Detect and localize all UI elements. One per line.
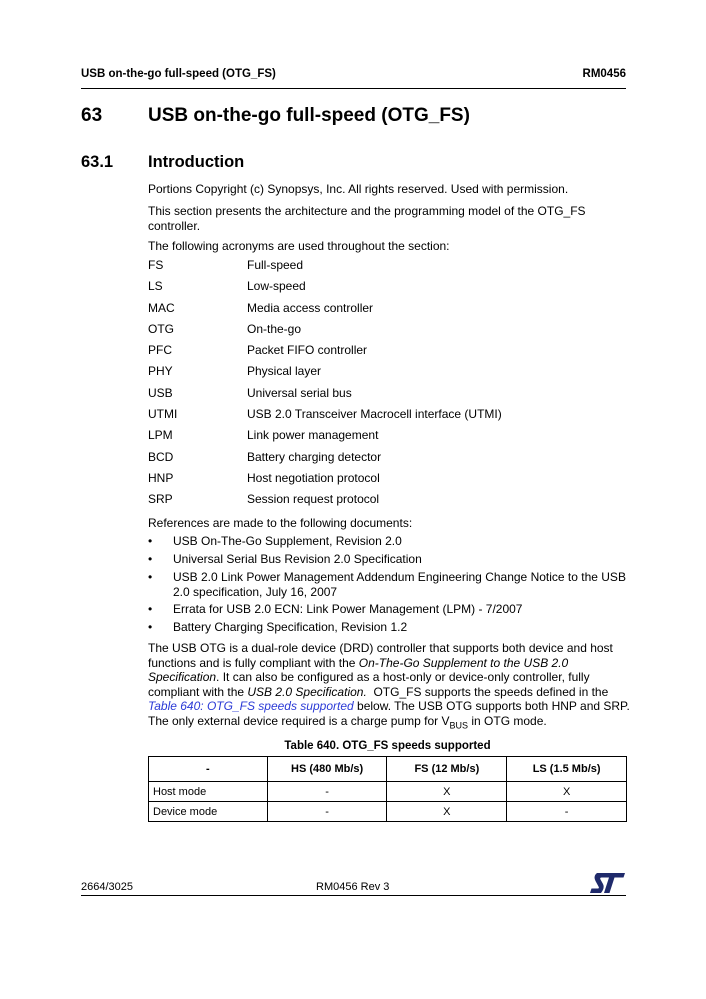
reference-text: USB On-The-Go Supplement, Revision 2.0 [173,534,402,548]
acronym-definition: Low-speed [247,279,306,293]
spec-citation: Specification [148,670,217,684]
references-intro: References are made to the following documents: [148,516,413,530]
intro-paragraph [148,204,630,233]
description-text: in OTG mode. [468,713,547,728]
reference-text: Universal Serial Bus Revision 2.0 Specification [173,552,422,566]
running-header-doc-id: RM0456 [582,68,626,80]
header-divider [81,88,626,89]
acronym-term: HNP [148,471,174,485]
acronym-row [148,428,628,443]
description-line [148,670,630,685]
acronym-definition: Link power management [247,428,379,442]
acronym-term: PFC [148,343,172,357]
acronyms-intro: The following acronyms are used throughout the section: [148,239,450,253]
acronym-term: OTG [148,322,174,336]
acronym-row [148,322,628,337]
acronym-term: SRP [148,492,173,506]
table-header-cell: LS (1.5 Mb/s) [507,757,627,782]
intro-line: This section presents the architecture and the programming model of the OTG_FS [148,204,586,218]
description-line [148,685,630,700]
speeds-table [148,756,627,822]
table-cell: X [387,802,507,822]
acronym-term: FS [148,258,164,272]
acronym-term: PHY [148,364,173,378]
description-line [148,699,630,714]
acronym-row [148,364,628,379]
acronym-row [148,450,628,465]
table-cell: X [507,782,627,802]
acronym-definition: Media access controller [247,301,374,315]
acronym-term: USB [148,386,173,400]
description-text: . It can also be configured as a host-only or device-only controller, fully [216,670,590,684]
description-line [148,714,630,733]
acronym-definition: On-the-go [247,322,302,336]
table-caption: Table 640. OTG_FS speeds supported [284,740,491,752]
table-cell: Device mode [149,802,268,822]
st-logo-icon-graphic [588,872,626,894]
section-number: 63.1 [81,153,114,171]
acronym-row [148,471,628,486]
acronym-row [148,258,628,273]
table-header-row [149,757,627,782]
acronym-definition: Host negotiation protocol [247,471,380,485]
bullet-icon: • [148,570,153,584]
acronym-row [148,301,628,316]
page-number: 2664/3025 [81,881,133,893]
table-header-cell: HS (480 Mb/s) [267,757,387,782]
table-reference-link[interactable]: Table 640: OTG_FS speeds supported [148,699,354,713]
acronym-row [148,492,628,507]
bullet-icon: • [148,620,153,634]
footer-divider [81,895,626,896]
table-cell: X [387,782,507,802]
description-text: compliant with the [148,684,248,699]
description-text: functions and is fully compliant with the [148,655,359,670]
table-header-cell: FS (12 Mb/s) [387,757,507,782]
description-text: OTG_FS supports the speeds defined in the [366,684,609,699]
description-text: below. The USB OTG supports both HNP and SRP. [353,699,630,713]
vbus-subscript: BUS [449,719,469,730]
copyright-paragraph: Portions Copyright (c) Synopsys, Inc. All rights reserved. Used with permission. [148,182,569,196]
acronym-row [148,386,628,401]
acronym-term: MAC [148,301,175,315]
chapter-number: 63 [81,105,103,126]
acronym-definition: Battery charging detector [247,450,382,464]
acronym-row [148,279,628,294]
table-cell: - [267,802,387,822]
acronym-term: LS [148,279,163,293]
acronym-definition: Full-speed [247,258,304,272]
table-row [149,802,627,822]
acronym-definition: Packet FIFO controller [247,343,368,357]
table-cell: - [267,782,387,802]
section-title: Introduction [148,153,245,171]
spec-citation: USB 2.0 Specification. [247,684,367,699]
chapter-title: USB on-the-go full-speed (OTG_FS) [148,105,470,126]
reference-text [173,570,628,599]
acronym-definition: Session request protocol [247,492,380,506]
acronym-row [148,343,628,358]
bullet-icon: • [148,534,153,548]
intro-line: controller. [148,218,201,233]
bullet-icon: • [148,552,153,566]
table-header-cell: - [149,757,268,782]
description-line: The USB OTG is a dual-role device (DRD) controller that supports both device and host [148,641,613,655]
acronym-term: UTMI [148,407,178,421]
reference-text: Battery Charging Specification, Revision 1.2 [173,620,408,634]
description-text: The only external device required is a charge pump for V [148,713,450,728]
running-header-title: USB on-the-go full-speed (OTG_FS) [81,68,276,80]
description-paragraph [148,641,630,732]
acronym-term: BCD [148,450,174,464]
reference-text-line: USB 2.0 Link Power Management Addendum Engineering Change Notice to the USB [173,570,626,584]
reference-text-line: 2.0 specification, July 16, 2007 [173,584,338,599]
spec-citation: On-The-Go Supplement to the USB 2.0 [358,655,569,670]
table-cell: - [507,802,627,822]
description-line [148,656,630,671]
acronym-definition: Universal serial bus [247,386,352,400]
bullet-icon: • [148,602,153,616]
reference-text: Errata for USB 2.0 ECN: Link Power Management (LPM) - 7/2007 [173,602,523,616]
acronym-row [148,407,628,422]
acronym-definition: Physical layer [247,364,322,378]
document-revision: RM0456 Rev 3 [316,881,390,893]
acronym-definition: USB 2.0 Transceiver Macrocell interface (UTMI) [247,407,502,421]
table-cell: Host mode [149,782,268,802]
acronym-term: LPM [148,428,173,442]
table-row [149,782,627,802]
